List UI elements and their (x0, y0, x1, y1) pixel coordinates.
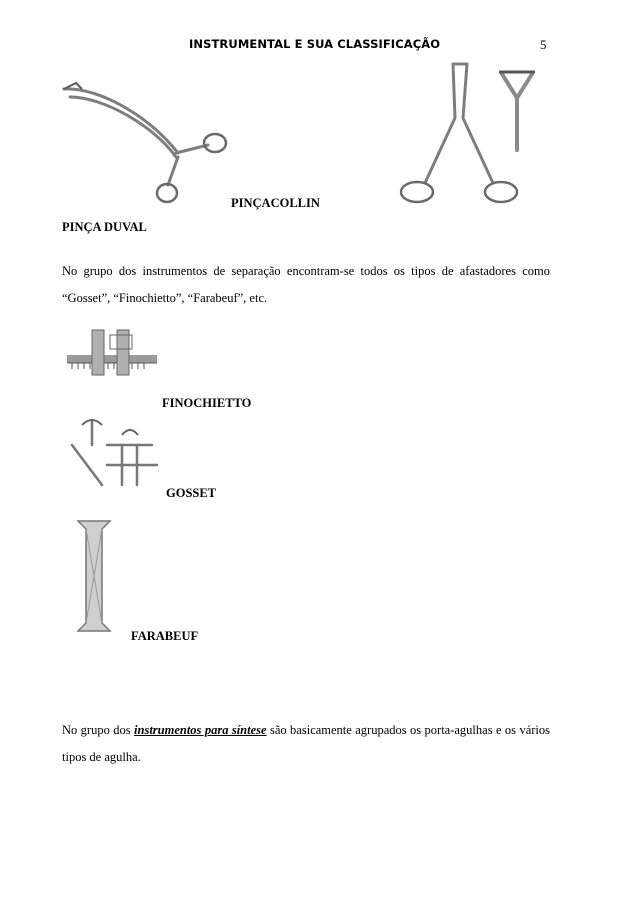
page-number: 5 (540, 37, 547, 52)
pinca-collin-image (395, 58, 525, 208)
farabeuf-image (74, 515, 114, 633)
paragraph-text: No grupo dos (62, 723, 135, 737)
pinca-duval-caption: PINÇA DUVAL (62, 220, 147, 234)
paragraph-synthesis-instruments (62, 717, 550, 771)
paragraph-keyword: instrumentos para síntese (134, 723, 267, 737)
finochietto-image (62, 325, 162, 405)
finochietto-caption: FINOCHIETTO (162, 396, 252, 410)
farabeuf-caption: FARABEUF (131, 629, 199, 643)
running-header-title: INSTRUMENTAL E SUA CLASSIFICAÇÃO (189, 37, 441, 51)
gosset-caption: GOSSET (166, 486, 217, 500)
paragraph-separation-instruments: No grupo dos instrumentos de separação encontram-se todos os tipos de afastadores como “Gosset”, “Finochietto”, “Farabeuf”, etc. (62, 264, 550, 305)
paragraph-text: são basicamente agrupados os porta-agulhas e os vários tipos de agulha. (62, 723, 550, 764)
pinca-collin-caption: PINÇACOLLIN (231, 196, 320, 210)
gosset-image (62, 415, 162, 500)
pinca-duval-image (58, 75, 228, 205)
